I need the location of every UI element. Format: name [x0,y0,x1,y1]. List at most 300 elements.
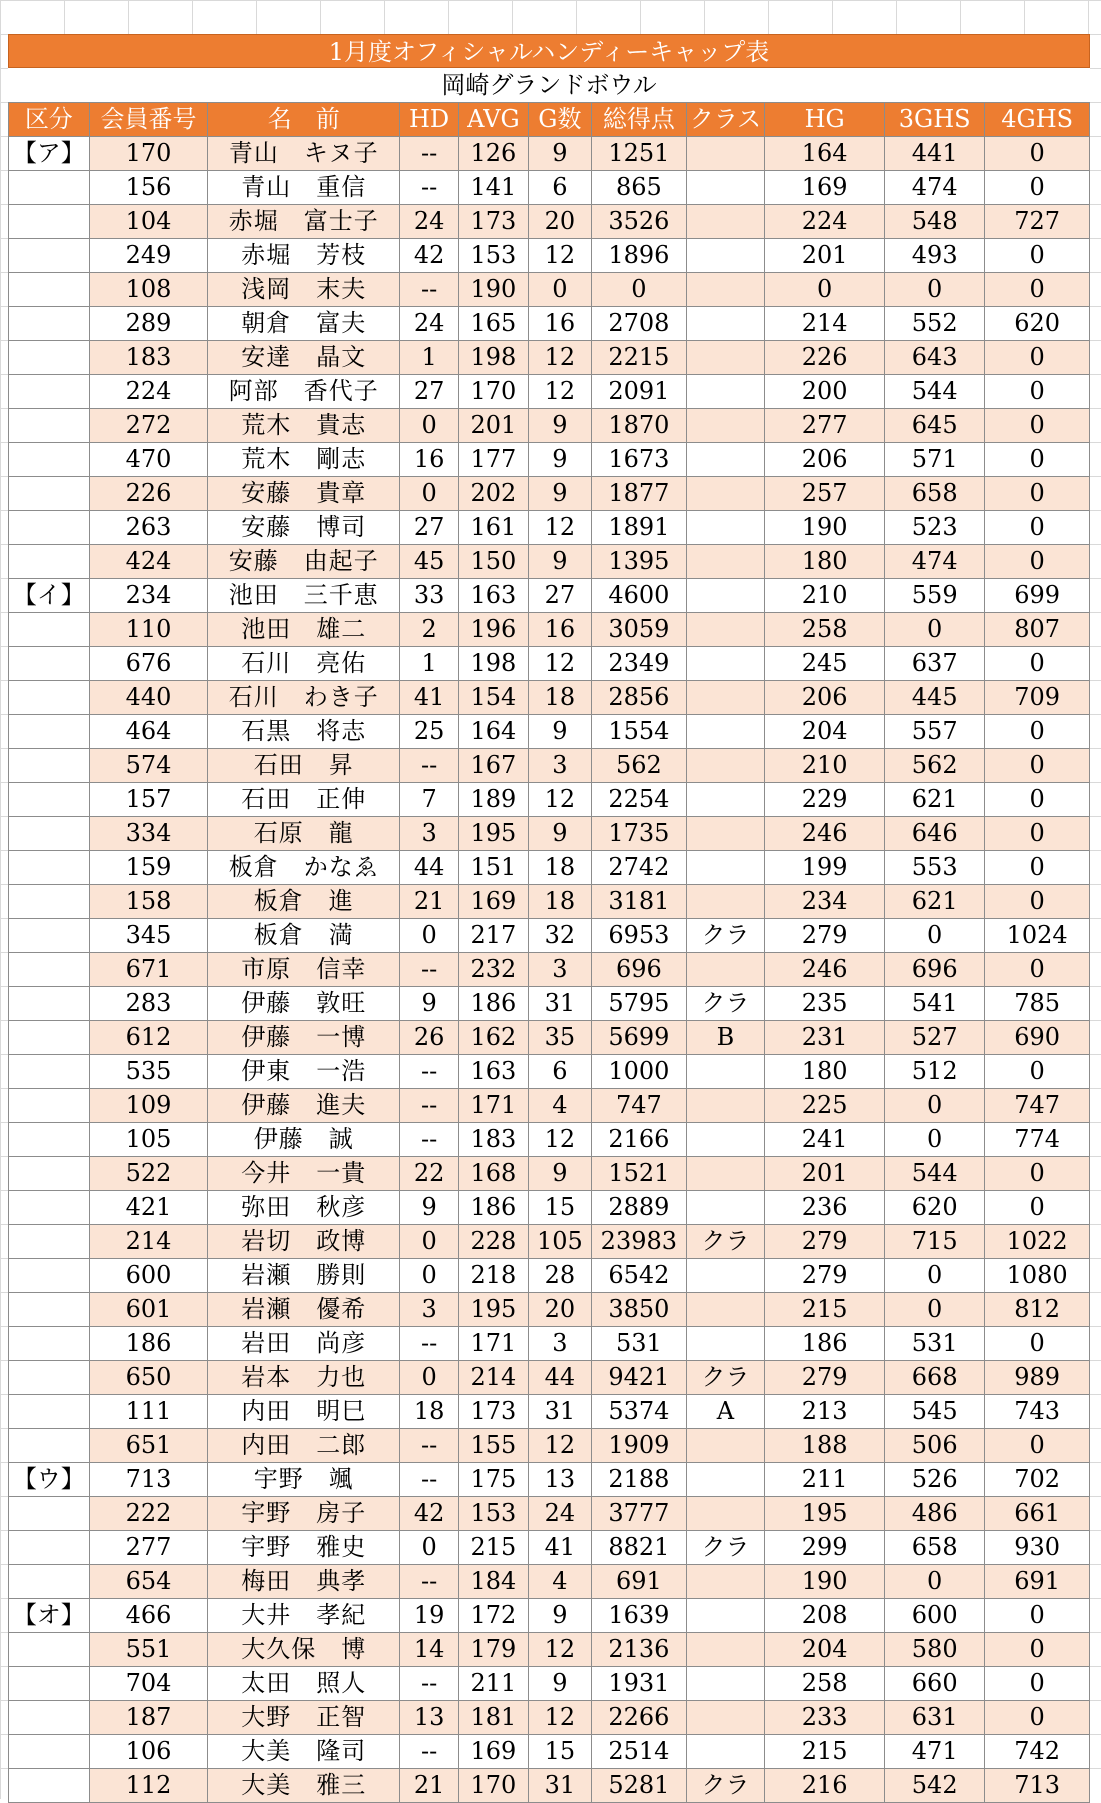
hd-cell[interactable]: 42 [400,239,459,273]
avg-cell[interactable]: 170 [459,1769,529,1803]
kubun-cell[interactable] [9,409,90,443]
4ghs-cell[interactable]: 713 [985,1769,1090,1803]
total-cell[interactable]: 1395 [591,545,686,579]
hg-cell[interactable]: 231 [765,1021,885,1055]
games-cell[interactable]: 12 [528,647,591,681]
games-cell[interactable]: 9 [528,1157,591,1191]
avg-cell[interactable]: 179 [459,1633,529,1667]
class-cell[interactable] [686,1565,764,1599]
name-cell[interactable]: 荒木 剛志 [208,443,400,477]
class-cell[interactable] [686,375,764,409]
kubun-cell[interactable]: 【ア】 [9,137,90,171]
avg-cell[interactable]: 169 [459,885,529,919]
games-cell[interactable]: 31 [528,1395,591,1429]
3ghs-cell[interactable]: 668 [885,1361,985,1395]
4ghs-cell[interactable]: 0 [985,171,1090,205]
class-cell[interactable]: クラ [686,1531,764,1565]
kubun-cell[interactable] [9,205,90,239]
class-cell[interactable] [686,1055,764,1089]
hd-cell[interactable]: 25 [400,715,459,749]
4ghs-cell[interactable]: 0 [985,1327,1090,1361]
total-cell[interactable]: 2188 [591,1463,686,1497]
3ghs-cell[interactable]: 542 [885,1769,985,1803]
hd-cell[interactable]: -- [400,171,459,205]
avg-cell[interactable]: 151 [459,851,529,885]
member-no-cell[interactable]: 654 [89,1565,208,1599]
member-no-cell[interactable]: 159 [89,851,208,885]
total-cell[interactable]: 5795 [591,987,686,1021]
hg-cell[interactable]: 216 [765,1769,885,1803]
hd-cell[interactable]: -- [400,1123,459,1157]
4ghs-cell[interactable]: 1022 [985,1225,1090,1259]
4ghs-cell[interactable]: 0 [985,239,1090,273]
name-cell[interactable]: 板倉 かなゑ [208,851,400,885]
hd-cell[interactable]: 18 [400,1395,459,1429]
hd-cell[interactable]: 45 [400,545,459,579]
hd-cell[interactable]: 1 [400,647,459,681]
hg-cell[interactable]: 210 [765,579,885,613]
hd-cell[interactable]: 0 [400,1531,459,1565]
games-cell[interactable]: 12 [528,1429,591,1463]
kubun-cell[interactable] [9,1667,90,1701]
4ghs-cell[interactable]: 743 [985,1395,1090,1429]
avg-cell[interactable]: 162 [459,1021,529,1055]
kubun-cell[interactable] [9,1157,90,1191]
name-cell[interactable]: 石黒 将志 [208,715,400,749]
member-no-cell[interactable]: 249 [89,239,208,273]
name-cell[interactable]: 浅岡 末夫 [208,273,400,307]
avg-cell[interactable]: 155 [459,1429,529,1463]
games-cell[interactable]: 9 [528,1667,591,1701]
avg-cell[interactable]: 215 [459,1531,529,1565]
name-cell[interactable]: 大美 雅三 [208,1769,400,1803]
hd-cell[interactable]: 9 [400,987,459,1021]
games-cell[interactable]: 12 [528,341,591,375]
name-cell[interactable]: 岩瀬 勝則 [208,1259,400,1293]
4ghs-cell[interactable]: 774 [985,1123,1090,1157]
4ghs-cell[interactable]: 0 [985,443,1090,477]
hd-cell[interactable]: 27 [400,375,459,409]
4ghs-cell[interactable]: 0 [985,1429,1090,1463]
avg-cell[interactable]: 196 [459,613,529,647]
member-no-cell[interactable]: 713 [89,1463,208,1497]
hd-cell[interactable]: 1 [400,341,459,375]
name-cell[interactable]: 安藤 貴章 [208,477,400,511]
4ghs-cell[interactable]: 0 [985,1191,1090,1225]
3ghs-cell[interactable]: 0 [885,1565,985,1599]
3ghs-cell[interactable]: 571 [885,443,985,477]
4ghs-cell[interactable]: 691 [985,1565,1090,1599]
avg-cell[interactable]: 173 [459,205,529,239]
4ghs-cell[interactable]: 0 [985,1701,1090,1735]
4ghs-cell[interactable]: 702 [985,1463,1090,1497]
hg-cell[interactable]: 299 [765,1531,885,1565]
hg-cell[interactable]: 225 [765,1089,885,1123]
avg-cell[interactable]: 177 [459,443,529,477]
avg-cell[interactable]: 173 [459,1395,529,1429]
hg-cell[interactable]: 210 [765,749,885,783]
games-cell[interactable]: 4 [528,1565,591,1599]
games-cell[interactable]: 9 [528,1599,591,1633]
avg-cell[interactable]: 181 [459,1701,529,1735]
kubun-cell[interactable] [9,715,90,749]
hd-cell[interactable]: -- [400,953,459,987]
class-cell[interactable] [686,1259,764,1293]
hd-cell[interactable]: 22 [400,1157,459,1191]
games-cell[interactable]: 12 [528,783,591,817]
4ghs-cell[interactable]: 0 [985,273,1090,307]
column-header[interactable]: G数 [528,103,591,137]
games-cell[interactable]: 9 [528,409,591,443]
class-cell[interactable] [686,851,764,885]
total-cell[interactable]: 2349 [591,647,686,681]
hg-cell[interactable]: 226 [765,341,885,375]
hg-cell[interactable]: 215 [765,1293,885,1327]
member-no-cell[interactable]: 109 [89,1089,208,1123]
member-no-cell[interactable]: 214 [89,1225,208,1259]
hd-cell[interactable]: -- [400,1327,459,1361]
hd-cell[interactable]: -- [400,1089,459,1123]
avg-cell[interactable]: 183 [459,1123,529,1157]
member-no-cell[interactable]: 676 [89,647,208,681]
4ghs-cell[interactable]: 690 [985,1021,1090,1055]
hg-cell[interactable]: 279 [765,1361,885,1395]
avg-cell[interactable]: 171 [459,1327,529,1361]
kubun-cell[interactable]: 【イ】 [9,579,90,613]
avg-cell[interactable]: 172 [459,1599,529,1633]
total-cell[interactable]: 1870 [591,409,686,443]
3ghs-cell[interactable]: 631 [885,1701,985,1735]
4ghs-cell[interactable]: 0 [985,1157,1090,1191]
kubun-cell[interactable]: 【ウ】 [9,1463,90,1497]
avg-cell[interactable]: 175 [459,1463,529,1497]
games-cell[interactable]: 31 [528,987,591,1021]
total-cell[interactable]: 1877 [591,477,686,511]
kubun-cell[interactable] [9,1565,90,1599]
member-no-cell[interactable]: 551 [89,1633,208,1667]
name-cell[interactable]: 伊藤 一博 [208,1021,400,1055]
column-header[interactable]: クラス [686,103,764,137]
avg-cell[interactable]: 161 [459,511,529,545]
class-cell[interactable] [686,1667,764,1701]
name-cell[interactable]: 宇野 颯 [208,1463,400,1497]
3ghs-cell[interactable]: 637 [885,647,985,681]
4ghs-cell[interactable]: 0 [985,341,1090,375]
3ghs-cell[interactable]: 580 [885,1633,985,1667]
hg-cell[interactable]: 195 [765,1497,885,1531]
avg-cell[interactable]: 195 [459,817,529,851]
3ghs-cell[interactable]: 471 [885,1735,985,1769]
name-cell[interactable]: 大美 隆司 [208,1735,400,1769]
avg-cell[interactable]: 184 [459,1565,529,1599]
total-cell[interactable]: 8821 [591,1531,686,1565]
hg-cell[interactable]: 201 [765,239,885,273]
name-cell[interactable]: 梅田 典孝 [208,1565,400,1599]
4ghs-cell[interactable]: 0 [985,545,1090,579]
avg-cell[interactable]: 189 [459,783,529,817]
name-cell[interactable]: 内田 明巳 [208,1395,400,1429]
4ghs-cell[interactable]: 0 [985,749,1090,783]
name-cell[interactable]: 板倉 進 [208,885,400,919]
hg-cell[interactable]: 169 [765,171,885,205]
name-cell[interactable]: 阿部 香代子 [208,375,400,409]
3ghs-cell[interactable]: 660 [885,1667,985,1701]
hg-cell[interactable]: 279 [765,919,885,953]
total-cell[interactable]: 23983 [591,1225,686,1259]
member-no-cell[interactable]: 272 [89,409,208,443]
hg-cell[interactable]: 206 [765,681,885,715]
games-cell[interactable]: 16 [528,307,591,341]
class-cell[interactable] [686,1293,764,1327]
hg-cell[interactable]: 204 [765,1633,885,1667]
total-cell[interactable]: 2742 [591,851,686,885]
avg-cell[interactable]: 126 [459,137,529,171]
4ghs-cell[interactable]: 1080 [985,1259,1090,1293]
total-cell[interactable]: 5281 [591,1769,686,1803]
games-cell[interactable]: 9 [528,443,591,477]
kubun-cell[interactable] [9,647,90,681]
games-cell[interactable]: 3 [528,1327,591,1361]
class-cell[interactable] [686,1327,764,1361]
class-cell[interactable] [686,307,764,341]
kubun-cell[interactable] [9,919,90,953]
total-cell[interactable]: 2889 [591,1191,686,1225]
3ghs-cell[interactable]: 523 [885,511,985,545]
4ghs-cell[interactable]: 0 [985,1667,1090,1701]
total-cell[interactable]: 5699 [591,1021,686,1055]
class-cell[interactable] [686,341,764,375]
hg-cell[interactable]: 245 [765,647,885,681]
hg-cell[interactable]: 164 [765,137,885,171]
hd-cell[interactable]: -- [400,1667,459,1701]
games-cell[interactable]: 3 [528,749,591,783]
class-cell[interactable]: B [686,1021,764,1055]
kubun-cell[interactable] [9,885,90,919]
name-cell[interactable]: 池田 三千恵 [208,579,400,613]
total-cell[interactable]: 6953 [591,919,686,953]
hg-cell[interactable]: 208 [765,1599,885,1633]
total-cell[interactable]: 865 [591,171,686,205]
class-cell[interactable] [686,1191,764,1225]
hg-cell[interactable]: 234 [765,885,885,919]
total-cell[interactable]: 2254 [591,783,686,817]
member-no-cell[interactable]: 424 [89,545,208,579]
class-cell[interactable] [686,171,764,205]
member-no-cell[interactable]: 421 [89,1191,208,1225]
hg-cell[interactable]: 190 [765,511,885,545]
kubun-cell[interactable] [9,681,90,715]
hd-cell[interactable]: -- [400,1429,459,1463]
column-header[interactable]: AVG [459,103,529,137]
3ghs-cell[interactable]: 531 [885,1327,985,1361]
games-cell[interactable]: 3 [528,953,591,987]
games-cell[interactable]: 9 [528,545,591,579]
avg-cell[interactable]: 141 [459,171,529,205]
member-no-cell[interactable]: 600 [89,1259,208,1293]
class-cell[interactable] [686,579,764,613]
3ghs-cell[interactable]: 0 [885,1259,985,1293]
column-header[interactable]: 会員番号 [89,103,208,137]
hd-cell[interactable]: -- [400,749,459,783]
4ghs-cell[interactable]: 0 [985,477,1090,511]
member-no-cell[interactable]: 704 [89,1667,208,1701]
total-cell[interactable]: 5374 [591,1395,686,1429]
column-header[interactable]: HG [765,103,885,137]
member-no-cell[interactable]: 601 [89,1293,208,1327]
4ghs-cell[interactable]: 0 [985,137,1090,171]
3ghs-cell[interactable]: 0 [885,919,985,953]
member-no-cell[interactable]: 183 [89,341,208,375]
hg-cell[interactable]: 258 [765,1667,885,1701]
class-cell[interactable] [686,1497,764,1531]
games-cell[interactable]: 18 [528,885,591,919]
name-cell[interactable]: 池田 雄二 [208,613,400,647]
class-cell[interactable] [686,1633,764,1667]
games-cell[interactable]: 35 [528,1021,591,1055]
4ghs-cell[interactable]: 0 [985,647,1090,681]
games-cell[interactable]: 32 [528,919,591,953]
member-no-cell[interactable]: 108 [89,273,208,307]
hg-cell[interactable]: 233 [765,1701,885,1735]
name-cell[interactable]: 今井 一貴 [208,1157,400,1191]
member-no-cell[interactable]: 651 [89,1429,208,1463]
games-cell[interactable]: 16 [528,613,591,647]
kubun-cell[interactable] [9,613,90,647]
hd-cell[interactable]: 0 [400,477,459,511]
name-cell[interactable]: 安達 晶文 [208,341,400,375]
member-no-cell[interactable]: 470 [89,443,208,477]
kubun-cell[interactable] [9,987,90,1021]
3ghs-cell[interactable]: 474 [885,171,985,205]
avg-cell[interactable]: 165 [459,307,529,341]
kubun-cell[interactable] [9,171,90,205]
total-cell[interactable]: 2514 [591,1735,686,1769]
hd-cell[interactable]: 14 [400,1633,459,1667]
games-cell[interactable]: 28 [528,1259,591,1293]
3ghs-cell[interactable]: 620 [885,1191,985,1225]
games-cell[interactable]: 9 [528,137,591,171]
total-cell[interactable]: 0 [591,273,686,307]
total-cell[interactable]: 1000 [591,1055,686,1089]
hg-cell[interactable]: 180 [765,1055,885,1089]
class-cell[interactable] [686,273,764,307]
total-cell[interactable]: 9421 [591,1361,686,1395]
4ghs-cell[interactable]: 989 [985,1361,1090,1395]
class-cell[interactable] [686,1429,764,1463]
member-no-cell[interactable]: 104 [89,205,208,239]
kubun-cell[interactable] [9,1293,90,1327]
member-no-cell[interactable]: 186 [89,1327,208,1361]
3ghs-cell[interactable]: 0 [885,1293,985,1327]
member-no-cell[interactable]: 110 [89,613,208,647]
4ghs-cell[interactable]: 0 [985,375,1090,409]
3ghs-cell[interactable]: 548 [885,205,985,239]
4ghs-cell[interactable]: 0 [985,1633,1090,1667]
avg-cell[interactable]: 154 [459,681,529,715]
3ghs-cell[interactable]: 621 [885,885,985,919]
games-cell[interactable]: 9 [528,817,591,851]
member-no-cell[interactable]: 156 [89,171,208,205]
hd-cell[interactable]: -- [400,273,459,307]
class-cell[interactable] [686,783,764,817]
4ghs-cell[interactable]: 930 [985,1531,1090,1565]
hd-cell[interactable]: 0 [400,919,459,953]
4ghs-cell[interactable]: 620 [985,307,1090,341]
name-cell[interactable]: 宇野 雅史 [208,1531,400,1565]
avg-cell[interactable]: 211 [459,1667,529,1701]
hg-cell[interactable]: 190 [765,1565,885,1599]
class-cell[interactable] [686,681,764,715]
total-cell[interactable]: 3059 [591,613,686,647]
3ghs-cell[interactable]: 0 [885,273,985,307]
hd-cell[interactable]: 3 [400,817,459,851]
games-cell[interactable]: 12 [528,1633,591,1667]
member-no-cell[interactable]: 671 [89,953,208,987]
total-cell[interactable]: 6542 [591,1259,686,1293]
hd-cell[interactable]: -- [400,1565,459,1599]
name-cell[interactable]: 太田 照人 [208,1667,400,1701]
kubun-cell[interactable] [9,1327,90,1361]
4ghs-cell[interactable]: 661 [985,1497,1090,1531]
3ghs-cell[interactable]: 645 [885,409,985,443]
kubun-cell[interactable] [9,817,90,851]
class-cell[interactable] [686,511,764,545]
kubun-cell[interactable] [9,477,90,511]
column-header[interactable]: 区分 [9,103,90,137]
name-cell[interactable]: 岩瀬 優希 [208,1293,400,1327]
hd-cell[interactable]: 41 [400,681,459,715]
member-no-cell[interactable]: 574 [89,749,208,783]
name-cell[interactable]: 大久保 博 [208,1633,400,1667]
total-cell[interactable]: 1931 [591,1667,686,1701]
4ghs-cell[interactable]: 0 [985,953,1090,987]
hg-cell[interactable]: 200 [765,375,885,409]
column-header[interactable]: HD [400,103,459,137]
games-cell[interactable]: 12 [528,239,591,273]
4ghs-cell[interactable]: 0 [985,1055,1090,1089]
hd-cell[interactable]: 24 [400,307,459,341]
name-cell[interactable]: 石川 わき子 [208,681,400,715]
class-cell[interactable]: クラ [686,987,764,1021]
avg-cell[interactable]: 186 [459,987,529,1021]
hd-cell[interactable]: -- [400,137,459,171]
class-cell[interactable]: クラ [686,1361,764,1395]
hd-cell[interactable]: 44 [400,851,459,885]
avg-cell[interactable]: 217 [459,919,529,953]
class-cell[interactable] [686,545,764,579]
games-cell[interactable]: 15 [528,1735,591,1769]
kubun-cell[interactable] [9,1633,90,1667]
kubun-cell[interactable] [9,443,90,477]
class-cell[interactable]: クラ [686,1225,764,1259]
games-cell[interactable]: 24 [528,1497,591,1531]
hg-cell[interactable]: 236 [765,1191,885,1225]
hd-cell[interactable]: 21 [400,1769,459,1803]
name-cell[interactable]: 石原 龍 [208,817,400,851]
name-cell[interactable]: 安藤 博司 [208,511,400,545]
class-cell[interactable]: クラ [686,1769,764,1803]
name-cell[interactable]: 赤堀 富士子 [208,205,400,239]
hd-cell[interactable]: 24 [400,205,459,239]
4ghs-cell[interactable]: 0 [985,1599,1090,1633]
member-no-cell[interactable]: 612 [89,1021,208,1055]
kubun-cell[interactable] [9,511,90,545]
3ghs-cell[interactable]: 0 [885,1089,985,1123]
total-cell[interactable]: 2856 [591,681,686,715]
hd-cell[interactable]: 26 [400,1021,459,1055]
hg-cell[interactable]: 180 [765,545,885,579]
hg-cell[interactable]: 277 [765,409,885,443]
